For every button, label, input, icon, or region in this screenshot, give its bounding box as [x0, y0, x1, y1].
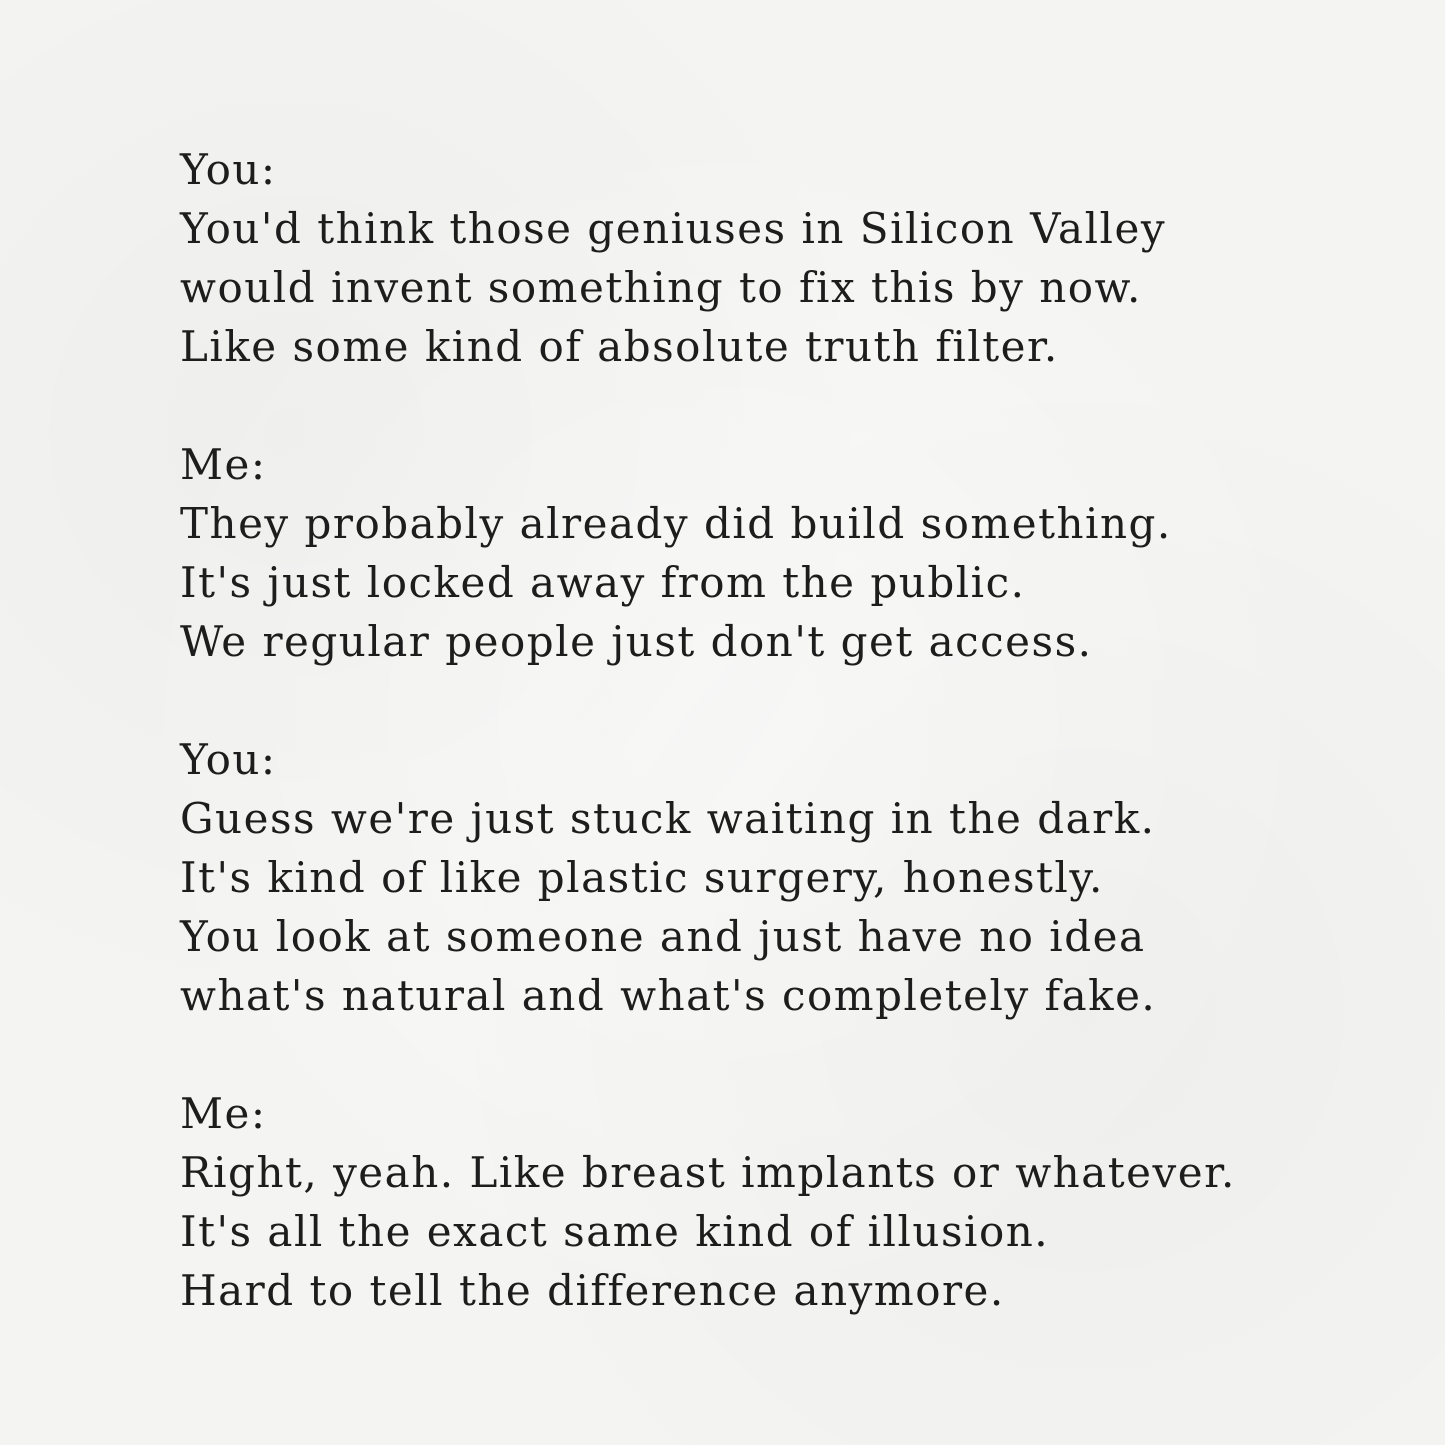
dialogue-line: You look at someone and just have no idea [180, 912, 1146, 961]
dialogue-line: Guess we're just stuck waiting in the dark. [180, 794, 1156, 843]
dialogue-line: would invent something to fix this by now. [180, 263, 1142, 312]
dialogue-line: They probably already did build something. [180, 499, 1172, 548]
dialogue-line: what's natural and what's completely fake. [180, 971, 1157, 1020]
dialogue-line: Like some kind of absolute truth filter. [180, 322, 1059, 371]
dialogue-line: It's just locked away from the public. [180, 558, 1026, 607]
dialogue-line: It's all the exact same kind of illusion. [180, 1207, 1050, 1256]
dialogue-line: You'd think those geniuses in Silicon Valley [180, 204, 1167, 253]
speaker-label: You: [180, 735, 277, 784]
speaker-label: You: [180, 145, 277, 194]
speaker-label: Me: [180, 440, 267, 489]
dialogue-block-4 [180, 1084, 1380, 1320]
dialogue-block-3 [180, 730, 1380, 1025]
dialogue-line: It's kind of like plastic surgery, honestly. [180, 853, 1104, 902]
dialogue-line: We regular people just don't get access. [180, 617, 1093, 666]
dialogue-text [180, 140, 1380, 1379]
dialogue-block-1 [180, 140, 1380, 376]
dialogue-block-2 [180, 435, 1380, 671]
dialogue-line: Hard to tell the difference anymore. [180, 1266, 1005, 1315]
dialogue-line: Right, yeah. Like breast implants or whatever. [180, 1148, 1236, 1197]
speaker-label: Me: [180, 1089, 267, 1138]
